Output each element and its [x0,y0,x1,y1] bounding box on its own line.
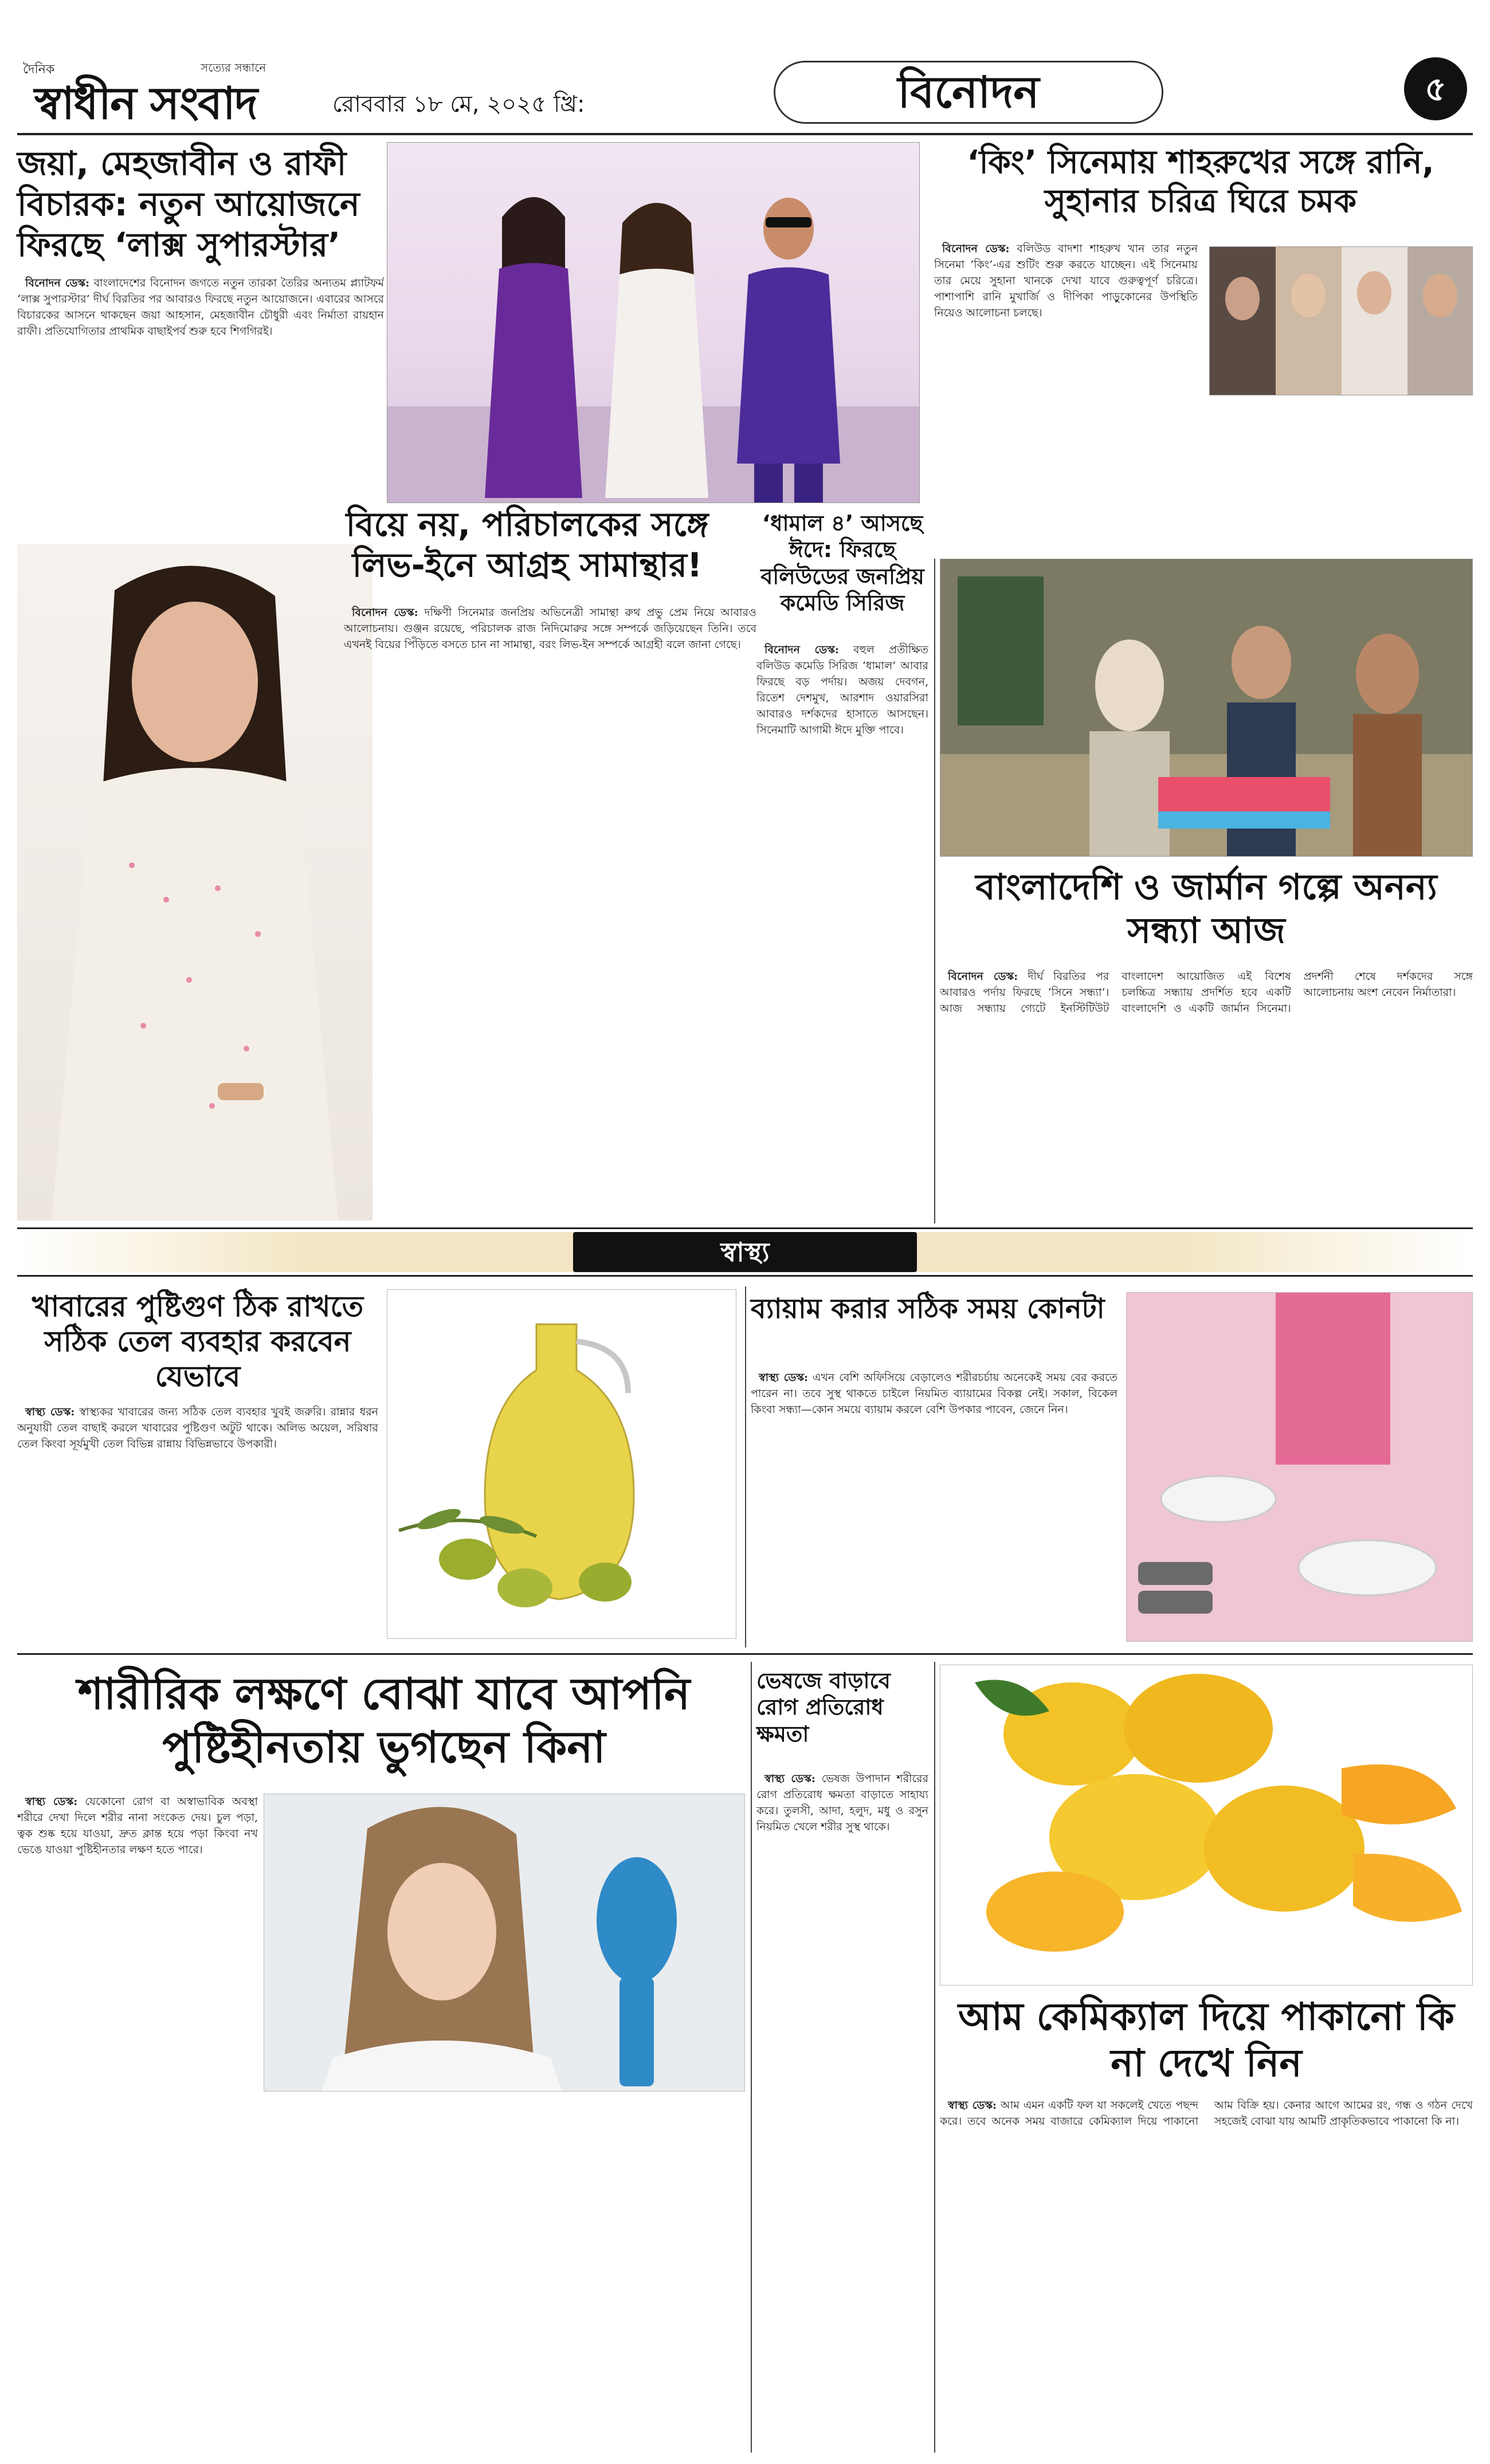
publication-date: রোববার ১৮ মে, ২০২৫ খ্রি: [332,91,585,117]
exercise-shoes-photo [1126,1292,1473,1642]
column-divider [934,1662,935,2453]
section-title: বিনোদন [774,61,1163,124]
story7-headline: ব্যায়াম করার সঠিক সময় কোনটা [751,1293,1105,1325]
story3-text: বলিউড বাদশা শাহরুখ খান তার নতুন সিনেমা ‘কিং’-এর শুটিং শুরু করতে যাচ্ছেন। এই সিনেমায় তার মেয়ে সুহানা খানকে দেখা যাবে গুরুত্বপূর্ণ চরিত্রে। পাশাপাশি রানি মুখার্জি ও দীপিকা পাড়ুকোনের উপস্থিতি নিয়েও আলোচনা চলছে। [934,242,1198,319]
story3-dateline: বিনোদন ডেস্ক: [942,242,1010,255]
samantha-photo [17,544,372,1221]
lux-judges-photo [387,142,920,503]
story8-body-continued [264,2097,745,2453]
story5-body [940,968,1473,1221]
masthead-daily: দৈনিক [23,62,55,77]
story9-text: ভেষজ উপাদান শরীরের রোগ প্রতিরোধ ক্ষমতা বাড়াতে সাহায্য করে। তুলসী, আদা, হলুদ, মধু ও রসুন নিয়মিত খেলে শরীর সুস্থ থাকে। [756,1772,928,1833]
story4-text: বহুল প্রতীক্ষিত বলিউড কমেডি সিরিজ ‘ধামাল’ আবার ফিরছে বড় পর্দায়। অজয় দেবগন, রিতেশ দেশমুখ, আরশাদ ওয়ারসিরা আবারও দর্শকদের হাসাতে আসছেন। সিনেমাটি আগামী ঈদে মুক্তি পাবে। [756,644,928,736]
column-divider [751,1662,752,2453]
story5-headline: বাংলাদেশি ও জার্মান গল্পে অনন্য সন্ধ্যা আজ [975,866,1437,951]
story8-dateline: স্বাস্থ্য ডেস্ক: [25,1795,78,1808]
story10-body [940,2097,1473,2453]
mango-photo [940,1665,1473,1986]
newspaper-logo: স্বাধীন সংবাদ [34,78,257,130]
story2-headline: বিয়ে নয়, পরিচালকের সঙ্গে লিভ-ইনে আগ্রহ সামান্থার! [346,505,709,584]
story6-body [17,1404,378,1645]
story6-dateline: স্বাস্থ্য ডেস্ক: [25,1406,75,1418]
story10-text: আম এমন একটি ফল যা সকলেই খেতে পছন্দ করে। তবে অনেক সময় বাজারে কেমিক্যাল দিয়ে পাকানো আম বিক্রি হয়। কেনার আগে আমের রং, গন্ধ ও গঠন দেখে সহজেই বোঝা যায় আমটি প্রাকৃতিকভাবে পাকানো কি না। [940,2099,1473,2128]
story2-dateline: বিনোদন ডেস্ক: [352,606,418,619]
story9-dateline: স্বাস্থ্য ডেস্ক: [764,1772,815,1785]
story3-body-continued [1209,401,1473,567]
health-band-bottom-rule [17,1275,1473,1277]
masthead-tagline: সত্যের সন্ধানে [201,61,266,74]
hair-loss-photo [264,1794,745,2092]
story8-text: যেকোনো রোগ বা অস্বাভাবিক অবস্থা শরীরে দেখা দিলে শরীর নানা সংকেত দেয়। চুল পড়া, ত্বক শুষ্ক হয়ে যাওয়া, দ্রুত ক্লান্ত হয়ে পড়া কিংবা নখ ভেঙে যাওয়া পুষ্টিহীনতার লক্ষণ হতে পারে। [17,1795,258,1856]
king-cast-photo [1209,246,1473,395]
story5-dateline: বিনোদন ডেস্ক: [948,970,1018,983]
story1-text: বাংলাদেশের বিনোদন জগতে নতুন তারকা তৈরির অন্যতম প্ল্যাটফর্ম ‘লাক্স সুপারস্টার’ দীর্ঘ বিরতির পর আবারও ফিরছে নতুন আয়োজনে। এবারের আসরে বিচারকের আসনে থাকছেন জয়া আহসান, মেহজাবীন চৌধুরী এবং নির্মাতা রায়হান রাফী। প্রতিযোগিতার প্রাথমিক বাছাইপর্ব শুরু হবে শিগগিরই। [17,277,384,338]
story8-headline: শারীরিক লক্ষণে বোঝা যাবে আপনি পুষ্টিহীনতায় ভুগছেন কিনা [77,1668,691,1772]
olive-oil-photo [387,1289,736,1639]
story7-dateline: স্বাস্থ্য ডেস্ক: [759,1371,809,1384]
story10-headline: আম কেমিক্যাল দিয়ে পাকানো কি না দেখে নিন [958,1995,1454,2085]
story6-headline: খাবারের পুষ্টিগুণ ঠিক রাখতে সঠিক তেল ব্যবহার করবেন যেভাবে [32,1290,364,1393]
column-divider [745,1286,746,1647]
story4-dateline: বিনোদন ডেস্ক: [764,644,839,656]
page-number: ৫ [1404,57,1467,120]
story9-body [756,1771,928,2453]
story3-headline: ‘কিং’ সিনেমায় শাহরুখের সঙ্গে রানি, সুহানার চরিত্র ঘিরে চমক [967,144,1434,221]
story3-body [934,241,1198,562]
story10-dateline: স্বাস্থ্য ডেস্ক: [948,2099,997,2112]
lower-section-rule [17,1653,1473,1655]
story9-headline: ভেষজে বাড়াবে রোগ প্রতিরোধ ক্ষমতা [756,1668,891,1747]
story8-body [17,1794,258,2453]
story1-headline: জয়া, মেহজাবীন ও রাফী বিচারক: নতুন আয়োজনে ফিরছে ‘লাক্স সুপারস্টার’ [17,144,360,264]
story2-text: দক্ষিণী সিনেমার জনপ্রিয় অভিনেত্রী সামান্থা রুথ প্রভু প্রেম নিয়ে আবারও আলোচনায়। গুঞ্জন রয়েছে, পরিচালক রাজ নিদিমোরুর সঙ্গে সম্পর্কে জড়িয়েছেন তিনি। তবে এখনই বিয়ের পিঁড়িতে বসতে চান না সামান্থা, বরং লিভ-ইন সম্পর্কে আগ্রহী বলে জানা গেছে। [344,606,756,651]
story7-text: এখন বেশি অফিসিয়ে বেড়ালেও শরীরচর্চায় অনেকেই সময় বের করতে পারেন না। তবে সুস্থ থাকতে চাইলে নিয়মিত ব্যায়ামের বিকল্প নেই। সকাল, বিকেল কিংবা সন্ধ্যা—কোন সময়ে ব্যায়াম করলে বেশি উপকার পাবেন, জেনে নিন। [751,1371,1118,1416]
health-section-label: স্বাস্থ্য [573,1232,917,1272]
dhamaal-photo [940,559,1473,857]
story4-body [756,642,928,1221]
story1-dateline: বিনোদন ডেস্ক: [25,277,90,289]
masthead-rule [17,133,1473,135]
story7-body [751,1370,1118,1639]
health-band-top-rule [17,1227,1473,1229]
story4-headline: ‘ধামাল ৪’ আসছে ঈদে: ফিরছে বলিউডের জনপ্রিয় কমেডি সিরিজ [760,511,924,616]
story5-text: দীর্ঘ বিরতির পর আবারও পর্দায় ফিরছে ‘সিনে সন্ধ্যা’। আজ সন্ধ্যায় গ্যেটে ইনস্টিটিউট বাংলাদেশ আয়োজিত এই বিশেষ চলচ্চিত্র সন্ধ্যায় প্রদর্শিত হবে একটি বাংলাদেশি ও একটি জার্মান সিনেমা। প্রদর্শনী শেষে দর্শকদের সঙ্গে আলোচনায় অংশ নেবেন নির্মাতারা। [940,970,1473,1015]
column-divider [934,559,935,1223]
story2-body [344,605,756,1218]
story6-text: স্বাস্থ্যকর খাবারের জন্য সঠিক তেল ব্যবহার খুবই জরুরি। রান্নার ধরন অনুযায়ী তেল বাছাই করলে খাবারের পুষ্টিগুণ অটুট থাকে। অলিভ অয়েল, সরিষার তেল কিংবা সূর্যমুখী তেল বিভিন্ন রান্নায় বিভিন্নভাবে উপকারী। [17,1406,378,1450]
